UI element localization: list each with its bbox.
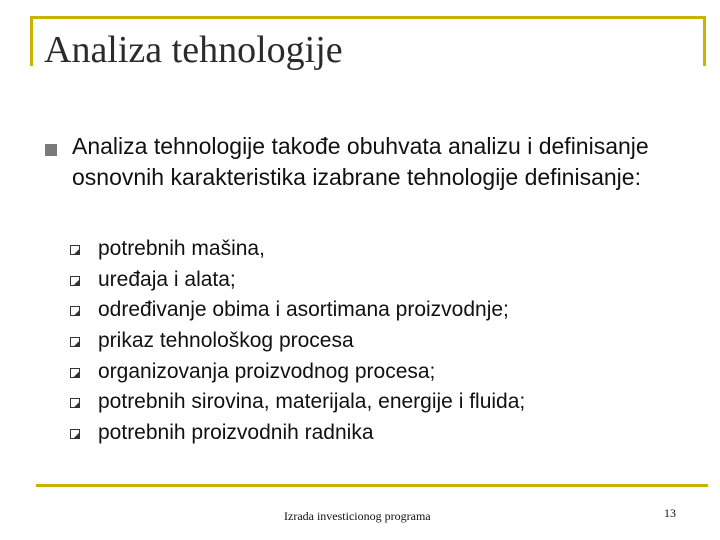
sub-point-text: organizovanja proizvodnog procesa; [98,359,436,383]
shadowed-square-bullet-icon [70,398,80,408]
sub-point-text: potrebnih mašina, [98,237,265,261]
main-point-text: Analiza tehnologije takođe obuhvata analizu i definisanje osnovnih karakteristika izabrane tehnologije definisanje: [72,133,649,190]
square-bullet-icon [45,144,57,156]
shadowed-square-bullet-icon [70,306,80,316]
sub-point-text: određivanje obima i asortimana proizvodnje; [98,298,509,322]
sub-point-text: potrebnih proizvodnih radnika [98,420,374,444]
shadowed-square-bullet-icon [70,337,80,347]
list-item [70,418,525,449]
list-item [70,265,525,296]
sub-point-text: prikaz tehnološkog procesa [98,329,354,353]
sub-point-list [70,234,525,448]
frame-top-line [30,16,706,19]
frame-right-line [703,16,706,66]
shadowed-square-bullet-icon [70,368,80,378]
list-item [70,295,525,326]
list-item [70,234,525,265]
shadowed-square-bullet-icon [70,429,80,439]
page-number: 13 [664,506,676,520]
list-item [70,387,525,418]
footer-text: Izrada investicionog programa [284,509,431,523]
list-item [70,356,525,387]
frame-bottom-line [36,484,708,487]
shadowed-square-bullet-icon [70,276,80,286]
frame-left-line [30,16,33,66]
slide-title: Analiza tehnologije [44,29,343,71]
shadowed-square-bullet-icon [70,245,80,255]
list-item [70,326,525,357]
sub-point-text: uređaja i alata; [98,267,236,291]
sub-point-text: potrebnih sirovina, materijala, energije i fluida; [98,390,526,414]
